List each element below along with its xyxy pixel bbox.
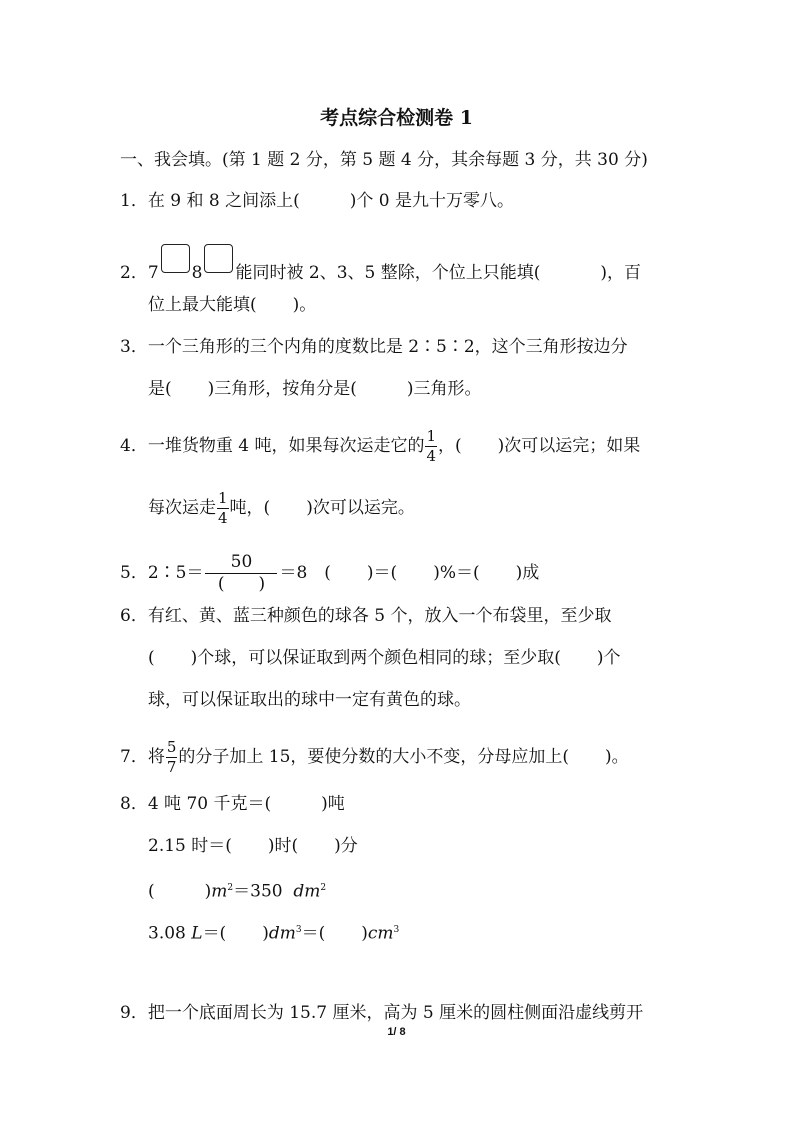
question-8-line-4: 3.08 L＝( )$dm^3=$( )$cm^3$ — [148, 923, 400, 944]
fraction: $\frac{50}{( )}$ — [205, 552, 277, 595]
question-3-cont: 是( )三角形，按角分是( )三角形。 — [148, 379, 482, 399]
fraction: $\frac{5}{7}$ — [166, 738, 177, 776]
question-5: 5．2∶5＝ $\frac{50}{( )}$ ＝8 ( )＝( )%＝( )成 — [120, 552, 540, 594]
section-heading: 一、我会填。(第 1 题 2 分，第 5 题 4 分，其余每题 3 分，共 30 分) — [120, 150, 648, 170]
question-6: 6．有红、黄、蓝三种颜色的球各 5 个，放入一个布袋里，至少取 — [120, 606, 612, 626]
page-number: 1/ 8 — [387, 1026, 406, 1038]
question-4-cont: 每次运走 $\frac{1}{4}$ 吨，( )次可以运完。 — [148, 489, 415, 527]
question-7: 7．将 $\frac{5}{7}$ 的分子加上 15，要使分数的大小不变，分母应加上( )。 — [120, 738, 629, 776]
question-8-line-3: ( )$m^2=350$ $dm^2$ — [148, 881, 327, 902]
question-4: 4．一堆货物重 4 吨，如果每次运走它的 $\frac{1}{4}$ ，( )次可以运完；如果 — [120, 427, 641, 465]
question-1: 1．在 9 和 8 之间添上( )个 0 是九十万零八。 — [120, 191, 514, 211]
question-2-cont: 位上最大能填( )。 — [148, 295, 317, 315]
answer-blank[interactable]: ( ) — [217, 574, 266, 594]
question-3: 3．一个三角形的三个内角的度数比是 2∶5∶2，这个三角形按边分 — [120, 337, 628, 357]
fraction: $\frac{1}{4}$ — [426, 427, 436, 465]
question-9: 9．把一个底面周长为 15.7 厘米，高为 5 厘米的圆柱侧面沿虚线剪开 — [120, 1003, 644, 1023]
question-6-cont: ( )个球，可以保证取到两个颜色相同的球；至少取( )个 — [148, 648, 621, 668]
page-title: 考点综合检测卷 1 — [320, 107, 473, 129]
digit-box[interactable] — [204, 244, 233, 273]
digit-box[interactable] — [161, 244, 190, 273]
question-2: 2．7 8 能同时被 2、3、5 整除，个位上只能填( )，百 — [120, 252, 641, 284]
question-8-line-2: 2.15 时＝( )时( )分 — [148, 836, 358, 856]
fraction: $\frac{1}{4}$ — [218, 489, 228, 527]
question-8: 8．4 吨 70 千克＝( )吨 — [120, 794, 345, 814]
question-6-cont2: 球，可以保证取出的球中一定有黄色的球。 — [148, 690, 471, 710]
